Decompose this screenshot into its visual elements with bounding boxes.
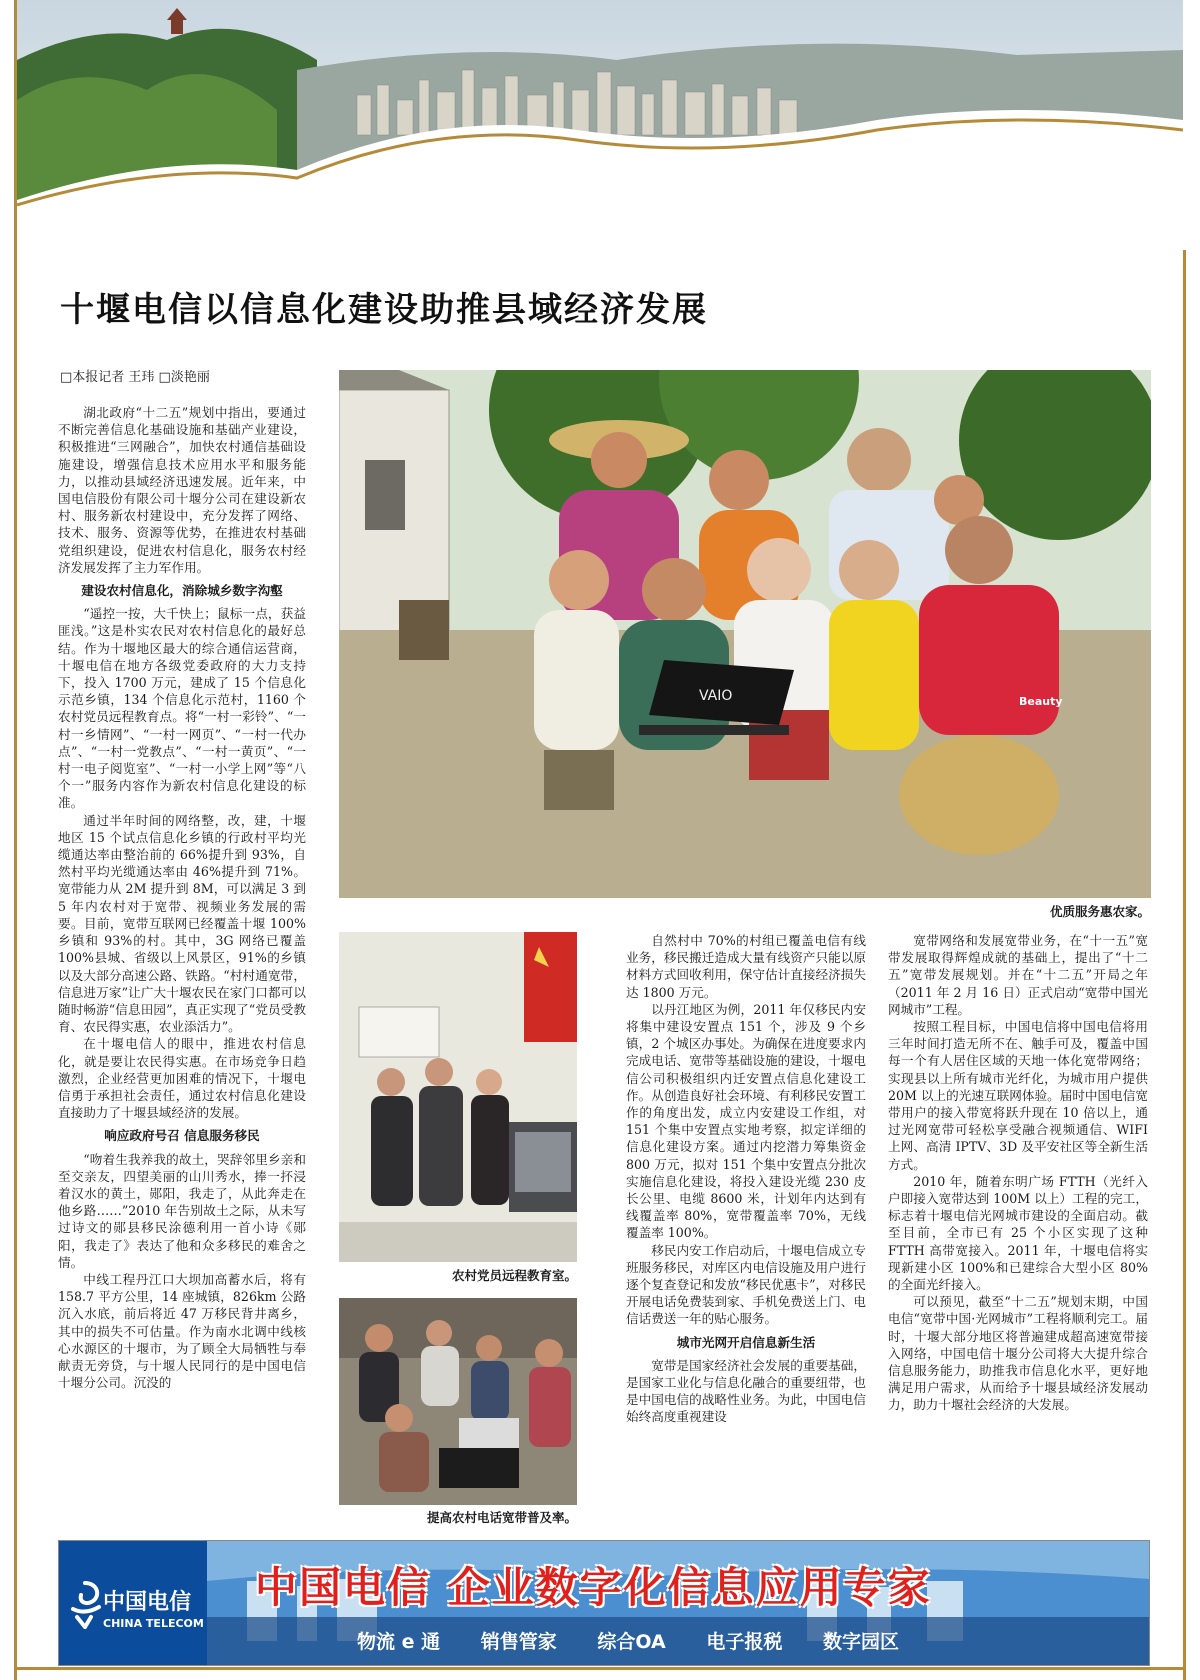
paragraph: 中线工程丹江口大坝加高蓄水后，将有 158.7 平方公里，14 座城镇，826km 公路沉入水底，前后将近 47 万移民背井离乡，其中的损失不可估量。作为南水北调中线核心水源区的十堰市，为了顾全大局牺牲与奉献责无旁贷，与十堰人民同行的是中国电信十堰分公司。沉没的 (58, 1271, 306, 1391)
main-photo-caption: 优质服务惠农家。 (1049, 904, 1150, 919)
photo-village-broadband (339, 1298, 577, 1505)
page-frame-bottom (14, 1667, 1186, 1670)
ad-item-oa: 综合OA (597, 1631, 666, 1653)
ad-item-logistics: 物流 e 通 (357, 1631, 441, 1653)
bottom-photo-caption: 提高农村电话宽带普及率。 (426, 1510, 577, 1525)
article-column-4 (888, 932, 1148, 1414)
paragraph: 可以预见，截至“十二五”规划末期，中国电信“宽带中国·光网城市”工程将顺利完工。届时，十堰大部分地区将普遍建成超高速宽带接入网络，中国电信十堰分公司将大大提升综合信息服务能力，助推我市信息化水平，更好地满足用户需求，从而给予十堰县域经济发展动力，助力十堰社会经济的大发展。 (888, 1294, 1148, 1413)
paragraph: 通过半年时间的网络整，改，建，十堰地区 15 个试点信息化乡镇的行政村平均光缆通达率由整治前的 66%提升到 93%，自然村平均光缆通达率由 46%提升到 71%。宽带能力从 2M 提升到 8M，可以满足 3 到 5 年内农村对于宽带、视频业务发展的需要。目前，宽带互联网已经覆盖十堰 100%乡镇和 93%的村。其中，3G 网络已覆盖 100%县城、省级以上风景区，91%的乡镇以及大部分高速公路、铁路。“村村通宽带，信息进万家”让广大十堰农民在家门口都可以随时畅游“信息田园”，真正实现了“党员受教育、农民得实惠，农业添活力”。 (58, 812, 306, 1035)
paragraph: 按照工程目标，中国电信将中国电信将用三年时间打造无所不在、触手可及，覆盖中国每一个有人居住区域的天地一体化宽带网络；实现县以上所有城市光纤化，为城市用户提供 20M 以上的光速互联网体验。届时中国电信宽带用户的接入带宽将跃升现在 10 倍以上，通过光网宽带可轻松享受融合视频通信、WIFI 上网、高清 IPTV、3D 及平安社区等全新生活方式。 (888, 1019, 1148, 1172)
paragraph: 以丹江地区为例，2011 年仅移民内安将集中建设安置点 151 个，涉及 9 个乡镇，2 个城区办事处。为确保在进度要求内完成电话、宽带等基础设施的建设，十堰电信公司积极组织内迁安置点信息化建设工作。从创造良好社会环境、有利移民安置工作的角度出发，成立内安建设工作组，对 151 个集中安置点实地考察，拟定详细的信息化建设方案。通过内挖潜力筹集资金 800 万元，拟对 151 个集中安置点分批次实施信息化建设，将投入建设光缆 230 皮长公里、电缆 8600 米，计划年内达到有线覆盖率 80%，宽带覆盖率 70%，无线覆盖率 100%。 (626, 1001, 866, 1241)
ad-waterfall-background (207, 1541, 1149, 1665)
paragraph: “遥控一按，大千快上；鼠标一点，获益匪浅。”这是朴实农民对农村信息化的最好总结。作为十堰地区最大的综合通信运营商，十堰电信在地方各级党委政府的大力支持下，投入 1700 万元，建成了 15 个信息化示范乡镇，134 个信息化示范村，1160 个农村党员远程教育点。将“一村一彩铃”、“一村一乡情网”、“一村一网页”、“一村一代办点”、“一村一党教点”、“一村一黄页”、“一村一电子阅览室”、“一村一小学上网”等“八个一”服务内容作为新农村信息化建设的标准。 (58, 606, 306, 811)
telecom-swirl-icon (65, 1579, 105, 1629)
china-telecom-advertisement (58, 1540, 1150, 1666)
paragraph: “吻着生我养我的故土，哭辞邻里乡亲和至交亲友，四望美丽的山川秀水，捧一抔浸着汉水的黄土，郧阳，我走了，从此奔走在他乡路……”2010 年告别故土之际，从未写过诗文的郧县移民涂德利用一首小诗《郧阳，我走了》表达了他和众多移民的难舍之情。 (58, 1151, 306, 1270)
article-byline: □本报记者 王玮 □淡艳丽 (60, 370, 210, 385)
mid-photo-caption: 农村党员远程教育室。 (451, 1268, 577, 1283)
shirt-print-text: Beauty (1019, 695, 1063, 708)
page-frame-left (14, 0, 17, 1680)
ad-item-park: 数字园区 (823, 1631, 900, 1653)
ad-headline: 中国电信 企业数字化信息应用专家 (255, 1563, 932, 1612)
paragraph: 2010 年，随着东明广场 FTTH（光纤入户即接入宽带达到 100M 以上）工程的完工，标志着十堰电信光网城市建设的全面启动。截至目前，全市已有 25 个小区实现了这种 FTTH 高带宽接入。2011 年，十堰电信将实现新建小区 100%和已建综合大型小区 80%的全面光纤接入。 (888, 1173, 1148, 1293)
page-frame-right (1183, 250, 1186, 1680)
logo-english-name: CHINA TELECOM (103, 1617, 204, 1630)
ad-product-list (357, 1627, 933, 1654)
photo-party-education-room (339, 932, 577, 1262)
paragraph: 自然村中 70%的村组已覆盖电信有线业务，移民搬迁造成大量有线资产只能以原材料方式回收利用，保守估计直接经济损失达 1800 万元。 (626, 933, 866, 1000)
section-subheading: 建设农村信息化，消除城乡数字沟壑 (81, 583, 283, 599)
paragraph: 宽带网络和发展宽带业务，在“十一五”宽带发展取得辉煌成就的基础上，提出了“十二五”宽带发展规划。并在“十二五”开局之年（2011 年 2 月 16 日）正式启动“宽带中国光网城市”工程。 (888, 933, 1148, 1017)
paragraph: 湖北政府“十二五”规划中指出，要通过不断完善信息化基础设施和基础产业建设，积极推进“三网融合”，加快农村通信基础设施建设，增强信息技术应用水平和服务能力，以推动县域经济迅速发展。近年来，中国电信股份有限公司十堰分公司在建设新农村、服务新农村建设中，充分发挥了网络、技术、服务、资源等优势，在推进农村基础党组织建设，促进农村信息化，服务农村经济发展发挥了主力军作用。 (58, 405, 306, 575)
ad-item-tax: 电子报税 (706, 1631, 783, 1653)
section-subheading: 响应政府号召 信息服务移民 (104, 1128, 260, 1144)
logo-chinese-name: 中国电信 (103, 1590, 192, 1615)
main-photo-family-laptop (339, 370, 1151, 898)
paragraph: 移民内安工作启动后，十堰电信成立专班服务移民，对库区内电信设施及用户进行逐个复查登记和发放“移民优惠卡”，对移民开展电话免费装到家、手机免费送上门、电信话费送一年的贴心服务。 (626, 1242, 866, 1327)
article-headline: 十堰电信以信息化建设助推县域经济发展 (60, 290, 708, 330)
section-subheading: 城市光网开启信息新生活 (676, 1334, 816, 1350)
article-column-3 (626, 932, 866, 1426)
china-telecom-logo (59, 1541, 207, 1665)
paragraph: 宽带是国家经济社会发展的重要基础，是国家工业化与信息化融合的重要纽带，也是中国电信的战略性业务。为此，中国电信始终高度重视建设 (626, 1357, 866, 1425)
laptop-brand-text: VAIO (699, 688, 733, 704)
ad-item-sales: 销售管家 (480, 1631, 557, 1653)
header-banner-landscape (17, 0, 1183, 230)
paragraph: 在十堰电信人的眼中，推进农村信息化，就是要让农民得实惠。在市场竞争日趋激烈，企业经营更加困难的情况下，十堰电信勇于承担社会责任，通过农村信息化建设直接助力了十堰县域经济的发展。 (58, 1036, 306, 1121)
article-column-1 (58, 404, 306, 1391)
